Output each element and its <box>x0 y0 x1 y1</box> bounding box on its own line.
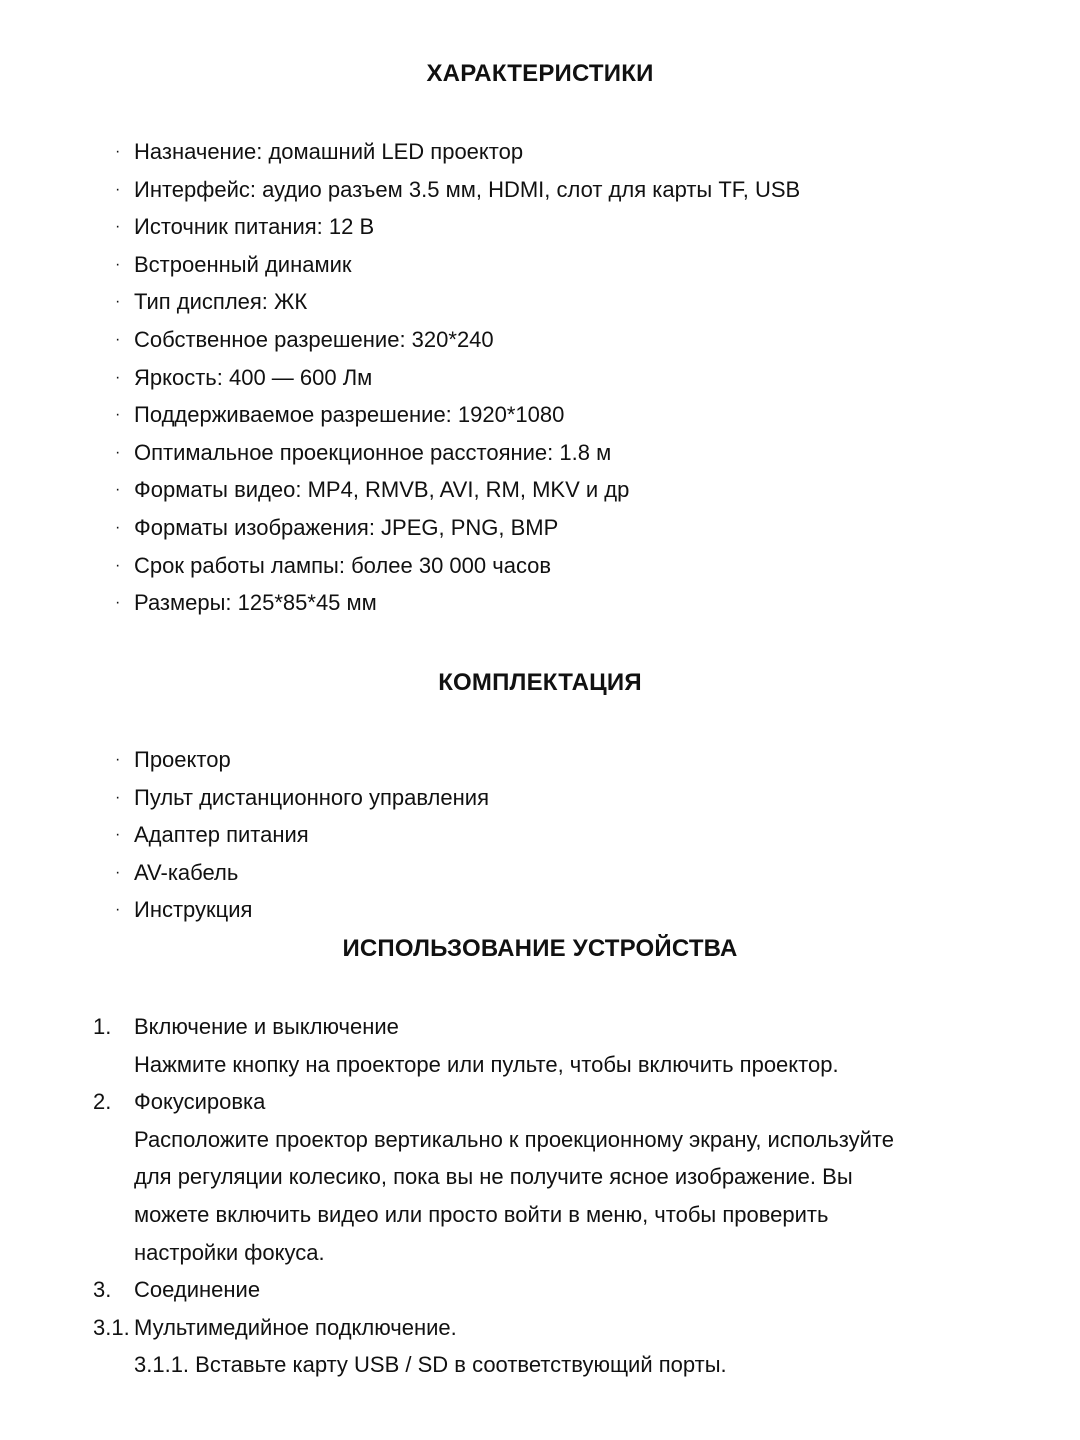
step-3-title-row <box>0 1271 1080 1309</box>
bullet-icon: · <box>115 594 121 612</box>
step-text: настройки фокуса. <box>134 1239 325 1265</box>
package-heading: КОМПЛЕКТАЦИЯ <box>438 669 642 696</box>
step-title: Соединение <box>134 1277 261 1303</box>
bullet-icon: · <box>115 330 121 348</box>
list-item: · Собственное разрешение: 320*240 <box>0 321 1080 359</box>
bullet-icon: · <box>115 406 121 424</box>
bullet-icon: · <box>115 751 121 768</box>
step-2-text-row <box>0 1158 1080 1196</box>
bullet-icon: · <box>115 901 121 919</box>
package-list <box>0 741 1080 929</box>
step-title: Фокусировка <box>134 1089 266 1115</box>
list-item: · Яркость: 400 — 600 Лм <box>0 359 1080 397</box>
bullet-icon: · <box>115 443 121 461</box>
step-number: 1. <box>93 1014 112 1039</box>
substep-text: 3.1.1. Вставьте карту USB / SD в соответствующий порты. <box>134 1352 727 1378</box>
bullet-icon: · <box>115 368 121 386</box>
bullet-icon: · <box>115 218 121 236</box>
step-3-1-1-row <box>0 1346 1080 1384</box>
step-number: 3. <box>93 1277 112 1303</box>
list-item: · Проектор <box>0 741 1080 779</box>
bullet-icon: · <box>115 180 121 198</box>
step-3-1-title-row <box>0 1309 1080 1347</box>
list-item: · Срок работы лампы: более 30 000 часов <box>0 547 1080 585</box>
step-title: Включение и выключение <box>134 1014 399 1039</box>
step-2-text-row <box>0 1234 1080 1272</box>
bullet-icon: · <box>115 863 121 881</box>
list-item: · Форматы видео: MP4, RMVB, AVI, RM, MKV и др <box>0 471 1080 509</box>
list-item: · Источник питания: 12 В <box>0 208 1080 246</box>
bullet-icon: · <box>115 518 121 536</box>
step-number: 3.1. <box>93 1314 130 1340</box>
bullet-icon: · <box>115 143 121 160</box>
list-item: · Назначение: домашний LED проектор <box>0 133 1080 171</box>
usage-heading: ИСПОЛЬЗОВАНИЕ УСТРОЙСТВА <box>342 935 738 962</box>
list-item: · Оптимальное проекционное расстояние: 1.8 м <box>0 434 1080 472</box>
list-item: · Интерфейс: аудио разъем 3.5 мм, HDMI, слот для карты TF, USB <box>0 171 1080 209</box>
list-item: · Тип дисплея: ЖК <box>0 283 1080 321</box>
step-number: 2. <box>93 1089 112 1115</box>
step-title: Мультимедийное подключение. <box>134 1314 457 1340</box>
bullet-icon: · <box>115 481 121 499</box>
step-1-text-row <box>0 1046 1080 1084</box>
step-text: Расположите проектор вертикально к проекционному экрану, используйте <box>134 1126 894 1152</box>
list-item: · Поддерживаемое разрешение: 1920*1080 <box>0 396 1080 434</box>
step-2-text-row <box>0 1196 1080 1234</box>
list-item: · Инструкция <box>0 891 1080 929</box>
bullet-icon: · <box>115 556 121 574</box>
step-text: Нажмите кнопку на проекторе или пульте, чтобы включить проектор. <box>134 1051 839 1077</box>
specs-list <box>0 133 1080 622</box>
step-1-title-row <box>0 1008 1080 1046</box>
bullet-icon: · <box>115 293 121 311</box>
step-text: для регуляции колесико, пока вы не получите ясное изображение. Вы <box>134 1164 853 1190</box>
list-item: · Форматы изображения: JPEG, PNG, BMP <box>0 509 1080 547</box>
step-text: можете включить видео или просто войти в меню, чтобы проверить <box>134 1201 829 1227</box>
bullet-icon: · <box>115 826 121 844</box>
usage-steps <box>0 1008 1080 1384</box>
list-item: · AV-кабель <box>0 854 1080 892</box>
step-2-text-row <box>0 1121 1080 1159</box>
list-item: · Пульт дистанционного управления <box>0 779 1080 817</box>
specs-heading: ХАРАКТЕРИСТИКИ <box>426 60 654 87</box>
bullet-icon: · <box>115 255 121 273</box>
step-2-title-row <box>0 1083 1080 1121</box>
list-item: · Встроенный динамик <box>0 246 1080 284</box>
list-item: · Адаптер питания <box>0 816 1080 854</box>
bullet-icon: · <box>115 788 121 806</box>
list-item: · Размеры: 125*85*45 мм <box>0 584 1080 622</box>
